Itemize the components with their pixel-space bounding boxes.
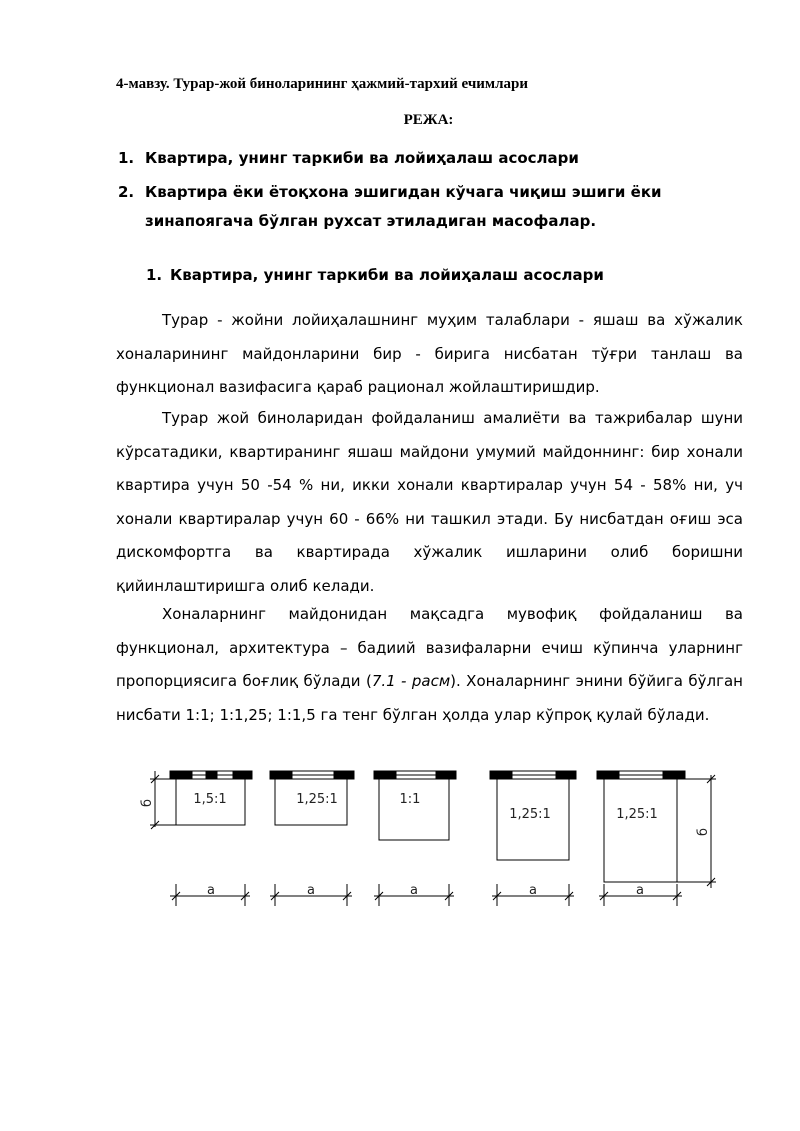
paragraph-text: Турар - жойни лойиҳалашнинг муҳим талаблари - яшаш ва хўжалик хоналарининг майдонларини бир - бирига нисбатан тўғри танлаш ва функционал вазифасига қараб рационал жойлаштиришдир. bbox=[116, 311, 743, 396]
room-ratio-label: 1,25:1 bbox=[296, 792, 338, 807]
plan-item-number: 1. bbox=[118, 149, 135, 167]
paragraph-text: ). Хоналарнинг энини бўйига бўлган нисбати 1:1; 1:1,25; 1:1,5 га тенг бўлган ҳолда улар кўпроқ қулай бўлади. bbox=[116, 672, 743, 724]
width-label: a bbox=[636, 883, 644, 898]
width-label: a bbox=[529, 883, 537, 898]
plan-item-text: Квартира, унинг таркиби ва лойиҳалаш асослари bbox=[145, 149, 579, 167]
section-heading-text: Квартира, унинг таркиби ва лойиҳалаш асослари bbox=[170, 266, 604, 284]
figure-reference: 7.1 - расм bbox=[371, 672, 451, 690]
width-label: a bbox=[410, 883, 418, 898]
width-label: a bbox=[207, 883, 215, 898]
plan-item-text: Квартира ёки ётоқхона эшигидан кўчага чиқиш эшиги ёки зинапоягача бўлган рухсат этиладиган масофалар. bbox=[145, 183, 662, 230]
width-label: a bbox=[307, 883, 315, 898]
paragraph-text: Турар жой биноларидан фойдаланиш амалиёти ва тажрибалар шуни кўрсатадики, квартиранинг яшаш майдони умумий майдоннинг: бир хонали квартира учун 50 -54 % ни, икки хонали квартиралар учун 54 - 58% ни, уч хонали квартиралар учун 60 - 66% ни ташкил этади. Бу нисбатдан оғиш эса дискомфортга ва квартирада хўжалик ишларини олиб боришни қийинлаштиришга олиб келади. bbox=[116, 409, 743, 595]
plan-item-number: 2. bbox=[118, 183, 135, 201]
section-heading-number: 1. bbox=[146, 266, 163, 284]
plan-title: РЕЖА: bbox=[403, 112, 454, 128]
room-ratio-label: 1:1 bbox=[399, 792, 421, 807]
room-plan bbox=[597, 771, 685, 882]
room-ratio-label: 1,5:1 bbox=[193, 792, 227, 807]
depth-label: б bbox=[696, 827, 711, 837]
topic-title: 4-мавзу. Турар-жой биноларининг ҳажмий-тархий ечимлари bbox=[116, 76, 529, 92]
room-ratio-label: 1,25:1 bbox=[616, 807, 658, 822]
room-ratio-label: 1,25:1 bbox=[509, 807, 551, 822]
depth-label: б bbox=[140, 798, 155, 808]
paragraph-text: Хоналарнинг майдонидан мақсадга мувофиқ фойдаланиш ва функционал, архитектура – бадиий вазифаларни ечиш кўпинча уларнинг пропорциясига боғлиқ бўлади ( bbox=[116, 605, 743, 690]
